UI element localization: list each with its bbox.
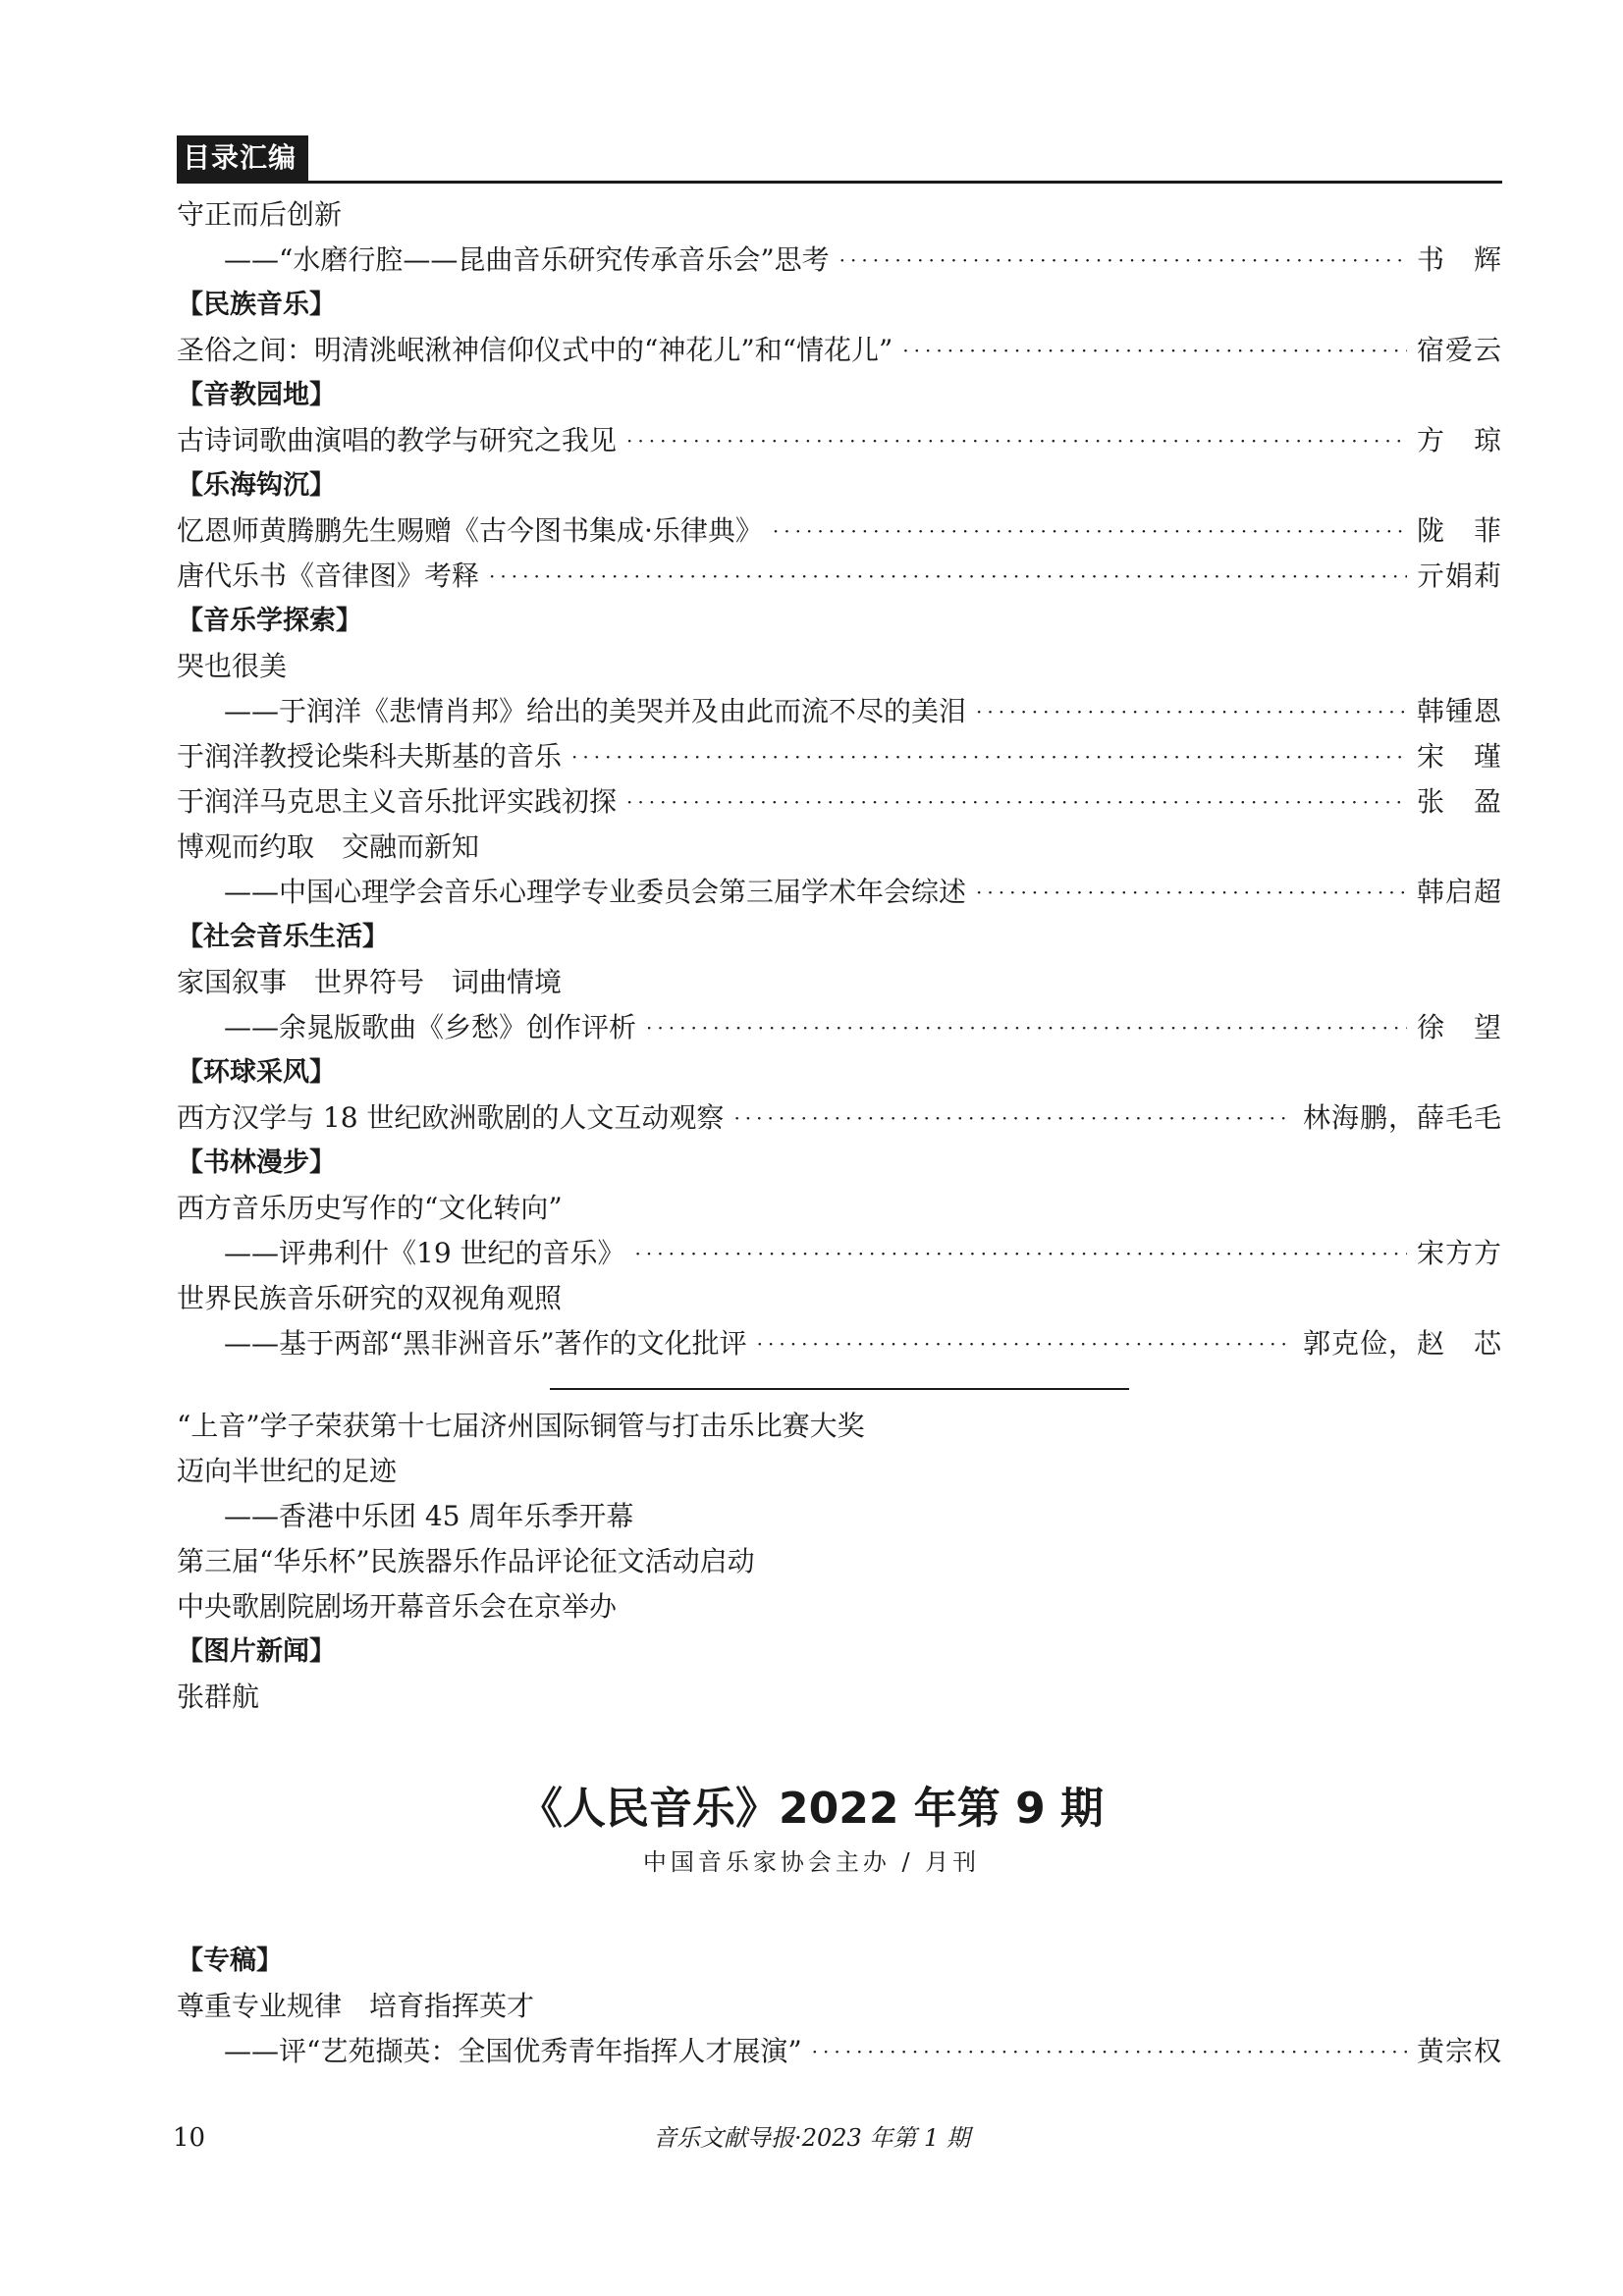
- toc-subtitle-row: [177, 870, 1502, 915]
- toc-title: 尊重专业规律 培育指挥英才: [177, 1990, 535, 2022]
- toc-title: 迈向半世纪的足迹: [177, 1455, 398, 1487]
- dot-leader: [976, 689, 1407, 734]
- toc-title: 西方音乐历史写作的“文化转向”: [177, 1192, 563, 1224]
- toc-entry-row: [177, 328, 1502, 373]
- dot-leader: [812, 2029, 1407, 2074]
- toc-author: 亓娟莉: [1416, 560, 1502, 592]
- section-heading: 【环球采风】: [177, 1057, 336, 1088]
- toc-entry-row: [177, 1276, 1502, 1321]
- dot-leader: [489, 554, 1407, 599]
- toc-title: 家国叙事 世界符号 词曲情境: [177, 966, 563, 998]
- toc-block-3: [177, 1939, 1502, 2074]
- toc-subtitle-row: [177, 1005, 1502, 1050]
- header-rule: [177, 181, 1502, 184]
- dot-leader: [626, 418, 1407, 463]
- toc-entry-row: [177, 1675, 1502, 1720]
- section-heading: 【专稿】: [177, 1946, 283, 1976]
- toc-title: 圣俗之间：明清洮岷湫神信仰仪式中的“神花儿”和“情花儿”: [177, 334, 893, 366]
- toc-title: 忆恩师黄腾鹏先生赐赠《古今图书集成·乐律典》: [177, 514, 763, 547]
- section-heading: 【音乐学探索】: [177, 606, 362, 636]
- dot-leader: [773, 508, 1407, 554]
- journal-footer: 音乐文献导报·2023 年第 1 期: [653, 2124, 970, 2152]
- toc-entry-row: [177, 1539, 1502, 1584]
- section-header: [177, 135, 1502, 185]
- toc-title: 博观而约取 交融而新知: [177, 830, 480, 863]
- toc-author: 方 琼: [1416, 424, 1502, 456]
- dot-leader: [902, 328, 1407, 373]
- toc-subtitle: ——中国心理学会音乐心理学专业委员会第三届学术年会综述: [224, 876, 967, 908]
- toc-entry-row: [177, 554, 1502, 599]
- page-number: 10: [173, 2123, 206, 2153]
- toc-title: 西方汉学与 18 世纪欧洲歌剧的人文互动观察: [177, 1101, 725, 1134]
- toc-author: 宋 瑾: [1416, 740, 1502, 773]
- toc-entry-row: [177, 779, 1502, 825]
- toc-subtitle: ——于润洋《悲情肖邦》给出的美哭并及由此而流不尽的美泪: [224, 695, 967, 727]
- toc-subtitle: ——评弗利什《19 世纪的音乐》: [224, 1237, 625, 1269]
- toc-entry-row: [177, 960, 1502, 1005]
- dot-leader: [757, 1321, 1293, 1366]
- toc-entry-row: [177, 644, 1502, 689]
- toc-entry-row: [177, 1186, 1502, 1231]
- toc-title: 于润洋教授论柴科夫斯基的音乐: [177, 740, 563, 773]
- header-tab-label: 目录汇编: [177, 135, 308, 181]
- toc-author: 宿爱云: [1416, 334, 1502, 366]
- toc-entry-row: [177, 825, 1502, 870]
- section-heading: 【书林漫步】: [177, 1148, 336, 1178]
- toc-title: 古诗词歌曲演唱的教学与研究之我见: [177, 424, 618, 456]
- issue-subtitle: 中国音乐家协会主办 / 月刊: [642, 1848, 981, 1876]
- toc-entry-row: [177, 192, 1502, 238]
- toc-subtitle: ——香港中乐团 45 周年乐季开幕: [224, 1500, 634, 1532]
- toc-subtitle-row: [177, 1494, 1502, 1539]
- toc-author: 林海鹏，薛毛毛: [1302, 1101, 1502, 1134]
- toc-author: 陇 菲: [1416, 514, 1502, 547]
- toc-entry-row: [177, 1584, 1502, 1629]
- toc-title: 中央歌剧院剧场开幕音乐会在京举办: [177, 1590, 618, 1623]
- toc-subtitle: ——评“艺苑撷英：全国优秀青年指挥人才展演”: [224, 2035, 802, 2067]
- toc-subtitle-row: [177, 1231, 1502, 1276]
- toc-title: 于润洋马克思主义音乐批评实践初探: [177, 785, 618, 818]
- dot-leader: [626, 779, 1407, 825]
- toc-entry-row: [177, 1404, 1502, 1449]
- toc-author: 韩启超: [1416, 876, 1502, 908]
- dot-leader: [733, 1095, 1293, 1141]
- toc-author: 郭克俭，赵 芯: [1302, 1327, 1502, 1360]
- section-heading: 【音教园地】: [177, 380, 336, 410]
- toc-author: 韩锺恩: [1416, 695, 1502, 727]
- toc-entry-row: [177, 1984, 1502, 2029]
- dot-leader: [839, 238, 1407, 283]
- toc-subtitle-row: [177, 2029, 1502, 2074]
- separator-rule: [550, 1388, 1129, 1390]
- toc-author: 黄宗权: [1416, 2035, 1502, 2067]
- dot-leader: [635, 1231, 1407, 1276]
- dot-leader: [646, 1005, 1407, 1050]
- toc-subtitle: ——“水磨行腔——昆曲音乐研究传承音乐会”思考: [224, 243, 830, 276]
- toc-title: 守正而后创新: [177, 198, 343, 231]
- dot-leader: [571, 734, 1407, 779]
- toc-title: “上音”学子荣获第十七届济州国际铜管与打击乐比赛大奖: [177, 1410, 865, 1442]
- toc-title: 第三届“华乐杯”民族器乐作品评论征文活动启动: [177, 1545, 755, 1577]
- toc-subtitle: ——余晁版歌曲《乡愁》创作评析: [224, 1011, 637, 1043]
- section-heading: 【乐海钩沉】: [177, 470, 336, 501]
- toc-entry-row: [177, 734, 1502, 779]
- toc-entry-row: [177, 508, 1502, 554]
- toc-entry-row: [177, 1449, 1502, 1494]
- toc-subtitle-row: [177, 1321, 1502, 1366]
- toc-title: 世界民族音乐研究的双视角观照: [177, 1282, 563, 1314]
- toc-entry-row: [177, 418, 1502, 463]
- toc-block-2: [177, 1404, 1502, 1720]
- toc-title: 唐代乐书《音律图》考释: [177, 560, 480, 592]
- toc-title: 哭也很美: [177, 650, 288, 682]
- toc-subtitle-row: [177, 689, 1502, 734]
- section-heading: 【社会音乐生活】: [177, 922, 389, 952]
- toc-author: 书 辉: [1416, 243, 1502, 276]
- toc-author: 徐 望: [1416, 1011, 1502, 1043]
- toc-author: 宋方方: [1416, 1237, 1502, 1269]
- issue-title: 《人民音乐》2022 年第 9 期: [518, 1784, 1105, 1834]
- toc-author: 张 盈: [1416, 785, 1502, 818]
- dot-leader: [976, 870, 1407, 915]
- toc-block-1: [177, 192, 1502, 1366]
- toc-subtitle-row: [177, 238, 1502, 283]
- toc-entry-row: [177, 1095, 1502, 1141]
- section-heading: 【图片新闻】: [177, 1636, 336, 1667]
- toc-subtitle: ——基于两部“黑非洲音乐”著作的文化批评: [224, 1327, 747, 1360]
- toc-title: 张群航: [177, 1681, 260, 1713]
- section-heading: 【民族音乐】: [177, 290, 336, 320]
